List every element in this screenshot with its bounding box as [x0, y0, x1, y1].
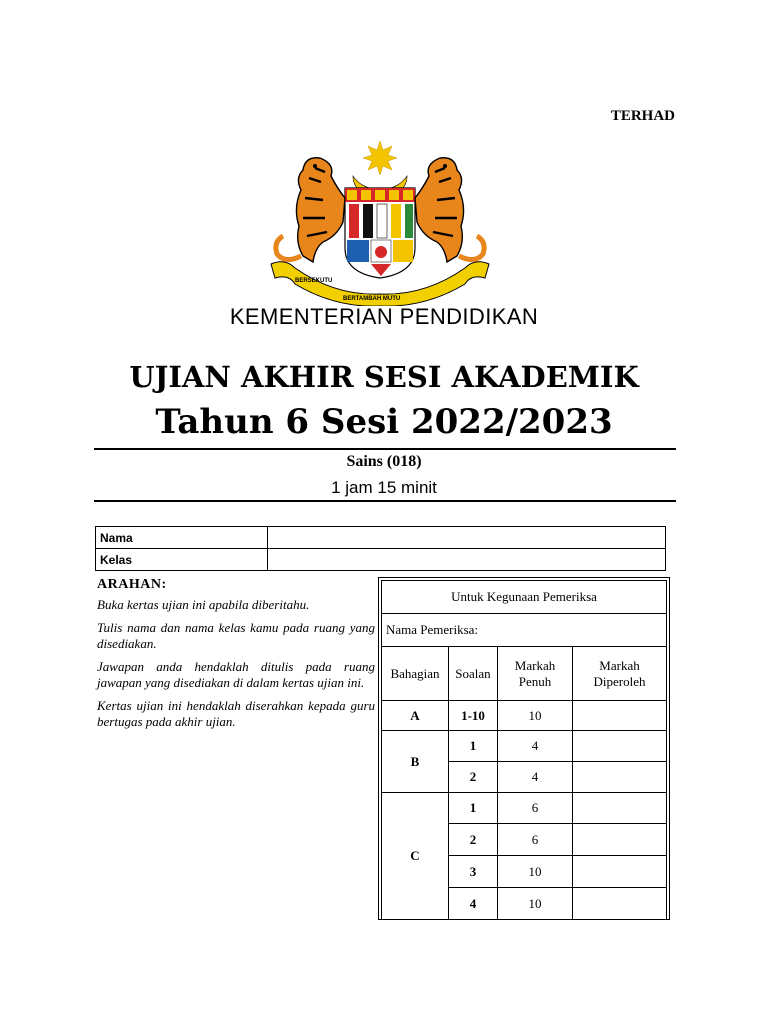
ministry-subline: [230, 334, 530, 342]
question-cell: 1-10: [449, 701, 498, 731]
star-icon: [363, 141, 397, 175]
section-cell: C: [382, 793, 449, 920]
full-marks-cell: 6: [498, 793, 573, 824]
exam-subject: Sains (018): [346, 453, 422, 470]
instruction-item: Kertas ujian ini hendaklah diserahkan kepada guru bertugas pada akhir ujian.: [97, 698, 375, 729]
full-marks-cell: 6: [498, 824, 573, 856]
obtained-marks-cell[interactable]: [573, 856, 667, 888]
col-header-obtained: Markah Diperoleh: [573, 647, 667, 701]
right-tiger-icon: [415, 158, 484, 262]
full-marks-cell: 10: [498, 888, 573, 920]
question-cell: 1: [449, 731, 498, 762]
col-header-section: Bahagian: [382, 647, 449, 701]
obtained-marks-cell[interactable]: [573, 731, 667, 762]
exam-duration: 1 jam 15 minit: [331, 478, 437, 497]
obtained-marks-cell[interactable]: [573, 701, 667, 731]
question-cell: 1: [449, 793, 498, 824]
candidate-info-table: [95, 526, 666, 571]
class-field[interactable]: [268, 549, 666, 571]
obtained-marks-cell[interactable]: [573, 762, 667, 793]
section-cell: B: [382, 731, 449, 793]
obtained-marks-cell[interactable]: [573, 793, 667, 824]
class-row: [96, 549, 666, 571]
examiner-box: [378, 577, 670, 920]
name-row: [96, 527, 666, 549]
full-marks-cell: 4: [498, 731, 573, 762]
exam-title: UJIAN AKHIR SESI AKADEMIK: [129, 360, 639, 394]
instructions-block: [97, 577, 375, 737]
question-cell: 3: [449, 856, 498, 888]
divider-bottom: [94, 500, 676, 502]
left-tiger-icon: [276, 158, 345, 262]
instructions-heading: ARAHAN:: [97, 577, 167, 592]
section-cell: A: [382, 701, 449, 731]
classification-label: TERHAD: [610, 108, 675, 124]
table-row: [382, 731, 667, 762]
exam-year-line: Tahun 6 Sesi 2022/2023: [155, 402, 613, 442]
question-cell: 4: [449, 888, 498, 920]
instruction-item: Jawapan anda hendaklah ditulis pada ruang jawapan yang disediakan di dalam kertas ujian ini.: [97, 659, 375, 690]
full-marks-cell: 10: [498, 856, 573, 888]
instruction-item: Buka kertas ujian ini apabila diberitahu.: [97, 597, 310, 612]
examiner-table: [381, 580, 667, 920]
coat-of-arms-icon: [265, 138, 495, 306]
table-row: [382, 793, 667, 824]
name-field[interactable]: [268, 527, 666, 549]
divider-top: [94, 448, 676, 450]
full-marks-cell: 4: [498, 762, 573, 793]
col-header-question: Soalan: [449, 647, 498, 701]
question-cell: 2: [449, 762, 498, 793]
instruction-item: Tulis nama dan nama kelas kamu pada ruang yang disediakan.: [97, 620, 375, 651]
col-header-full-marks: Markah Penuh: [498, 647, 573, 701]
ministry-name: KEMENTERIAN PENDIDIKAN: [229, 304, 539, 329]
motto-left-text: BERSEKUTU: [295, 278, 333, 284]
motto-right-text: BERTAMBAH MUTU: [343, 296, 401, 302]
obtained-marks-cell[interactable]: [573, 824, 667, 856]
table-row: [382, 701, 667, 731]
examiner-name-cell[interactable]: Nama Pemeriksa:: [382, 614, 667, 647]
name-label: Nama: [96, 527, 268, 549]
full-marks-cell: 10: [498, 701, 573, 731]
examiner-table-title: Untuk Kegunaan Pemeriksa: [382, 581, 667, 614]
question-cell: 2: [449, 824, 498, 856]
obtained-marks-cell[interactable]: [573, 888, 667, 920]
class-label: Kelas: [96, 549, 268, 571]
shield-icon: [345, 188, 415, 278]
